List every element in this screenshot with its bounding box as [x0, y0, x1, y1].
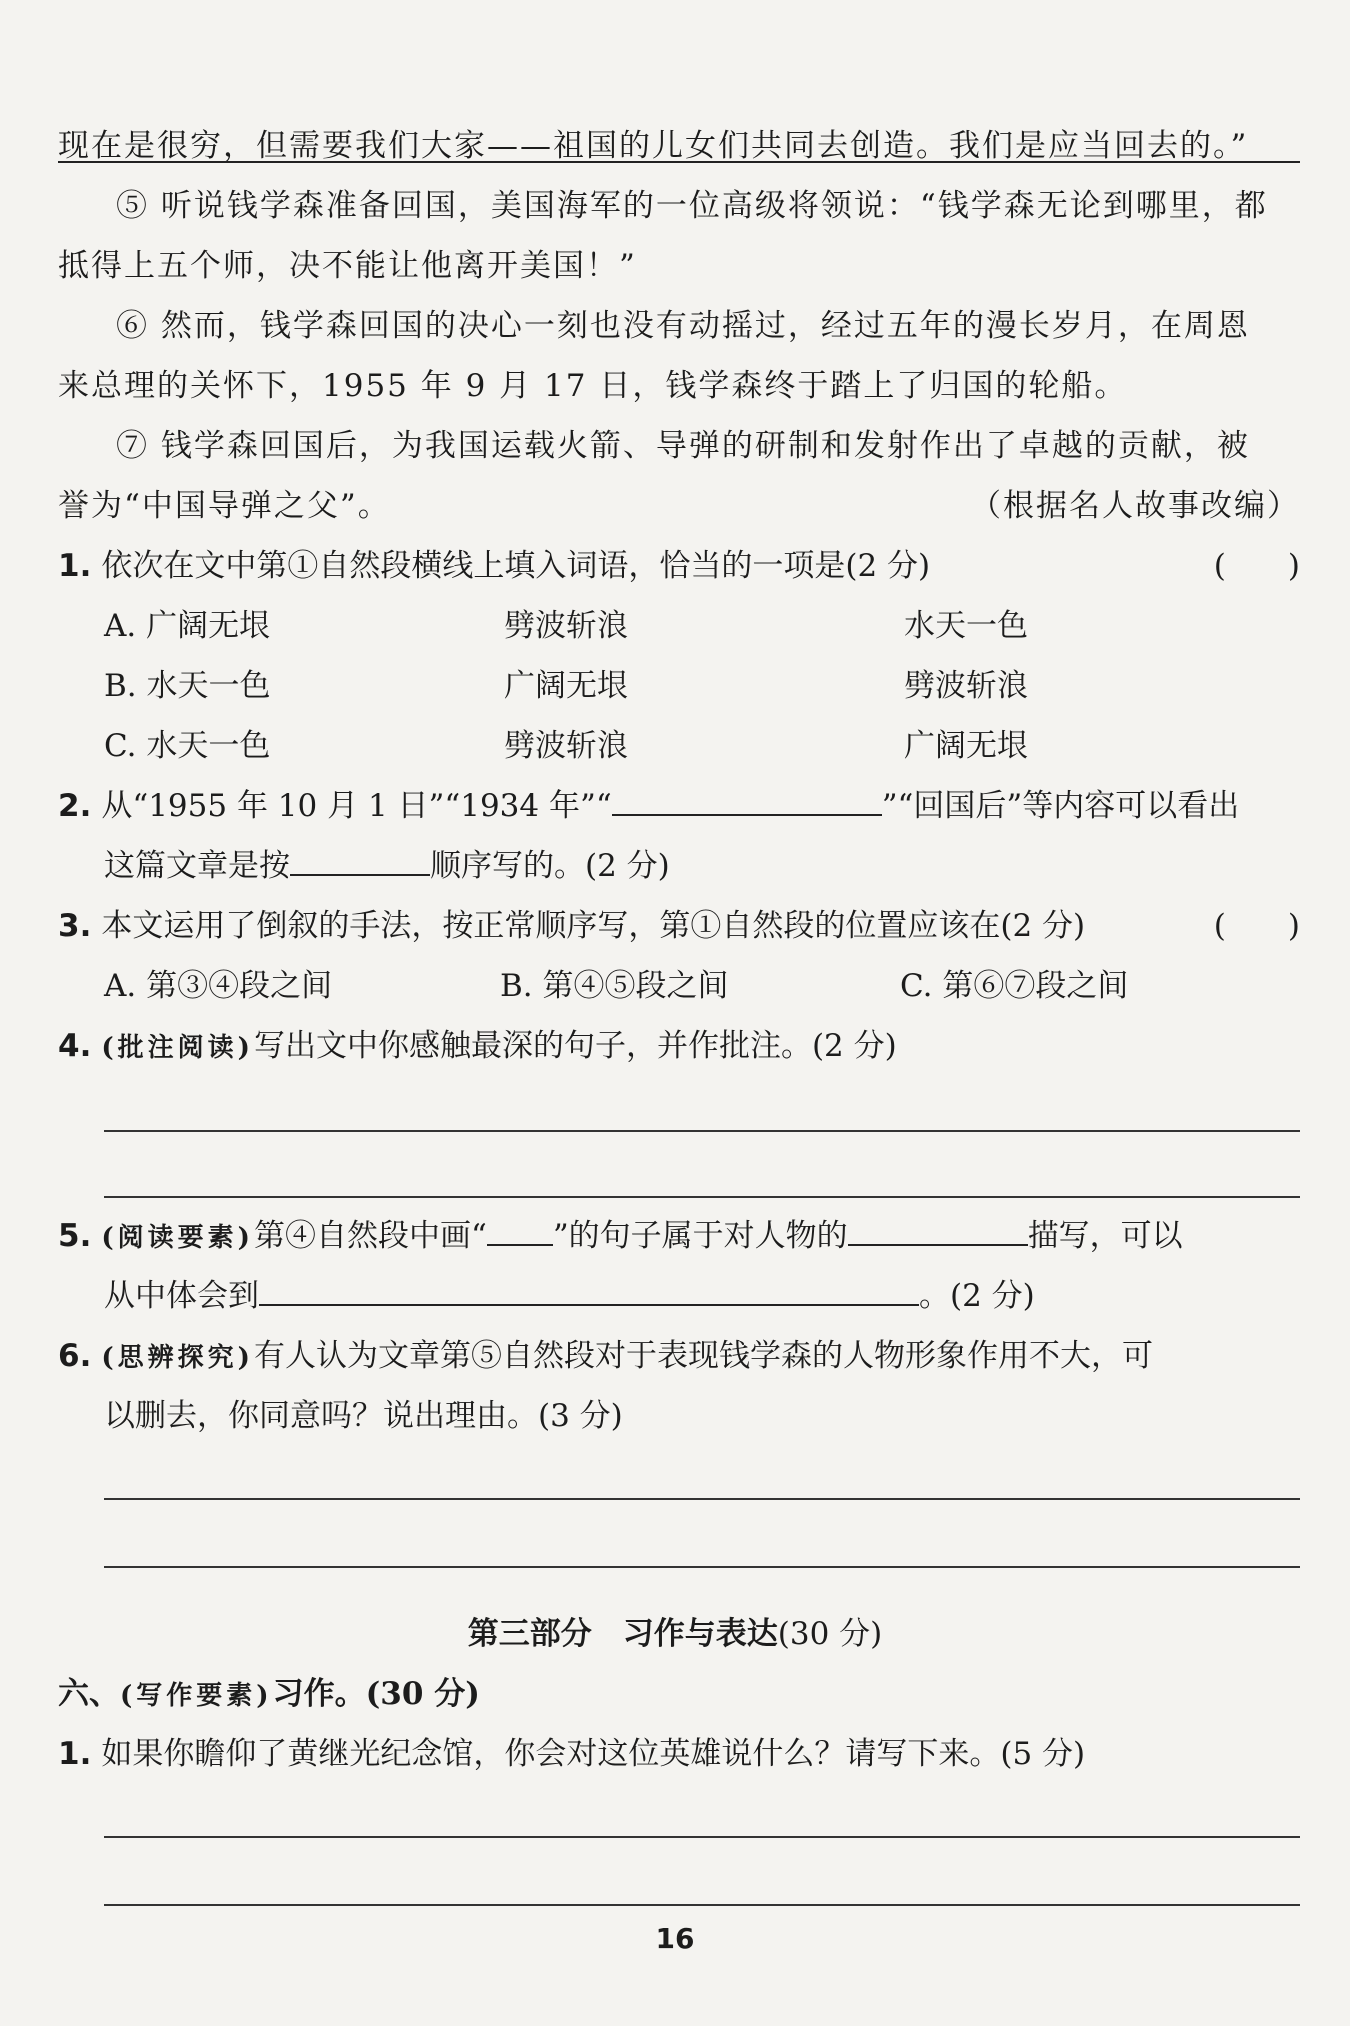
q3-option-b[interactable]: B. 第④⑤段之间: [500, 968, 729, 1004]
question-6-tag: (思辨探究): [101, 1343, 254, 1373]
question-2-text-c: 这篇文章是按: [104, 848, 290, 884]
section-6-title: 习作。(30 分): [272, 1676, 480, 1712]
option-b-3: 劈波斩浪: [904, 668, 1028, 704]
passage-p6-line1: ⑥ 然而，钱学森回国的决心一刻也没有动摇过，经过五年的漫长岁月，在周恩: [116, 308, 1250, 344]
question-5-text-d: 从中体会到: [104, 1278, 259, 1314]
passage-p7-line1: ⑦ 钱学森回国后，为我国运载火箭、导弹的研制和发射作出了卓越的贡献，被: [116, 428, 1250, 464]
passage-p6-line2: 来总理的关怀下，1955 年 9 月 17 日，钱学森终于踏上了归国的轮船。: [58, 368, 1128, 404]
question-3-answer-paren[interactable]: ( ): [1213, 908, 1300, 944]
section-6-q1-number: 1.: [58, 1736, 92, 1772]
question-2-blank-1[interactable]: [612, 784, 882, 816]
question-1-number: 1.: [58, 548, 92, 584]
section-6-question-1: [58, 1732, 1300, 1776]
question-5: [58, 1214, 1300, 1260]
section-6-heading: [58, 1672, 1300, 1718]
question-4-tag: (批注阅读): [101, 1033, 254, 1063]
passage-p7-line2-text: 誉为“中国导弹之父”。: [58, 488, 391, 524]
question-2-blank-2[interactable]: [290, 844, 430, 876]
question-6-line2: 以删去，你同意吗？说出理由。(3 分): [104, 1398, 623, 1434]
question-5-blank-1[interactable]: [487, 1214, 553, 1246]
option-b-2: 广阔无垠: [504, 668, 628, 704]
question-4-number: 4.: [58, 1028, 92, 1064]
passage-p7-line2: [58, 484, 1300, 528]
question-5-text-a: 第④自然段中画“: [253, 1218, 487, 1254]
question-2-text-a: 从“1955 年 10 月 1 日”“1934 年”“: [101, 788, 612, 824]
question-2-number: 2.: [58, 788, 92, 824]
answer-line[interactable]: [104, 1836, 1300, 1838]
passage-p5-line2: 抵得上五个师，决不能让他离开美国！”: [58, 248, 637, 284]
question-6: [58, 1334, 1300, 1380]
option-c-2: 劈波斩浪: [504, 728, 628, 764]
part3-title-text: 第三部分 习作与表达: [467, 1616, 778, 1652]
question-3-text: 本文运用了倒叙的手法，按正常顺序写，第①自然段的位置应该在(2 分): [101, 908, 1086, 944]
question-2-line2: [104, 844, 1346, 888]
question-1: [58, 544, 1300, 588]
question-5-text-e: 。(2 分): [919, 1278, 1035, 1314]
part3-title: [0, 1612, 1350, 1656]
question-5-tag: (阅读要素): [101, 1223, 254, 1253]
question-2-text-d: 顺序写的。(2 分): [430, 848, 670, 884]
question-5-blank-2[interactable]: [848, 1214, 1028, 1246]
answer-line[interactable]: [104, 1130, 1300, 1132]
question-2: [58, 784, 1300, 828]
q3-option-a[interactable]: A. 第③④段之间: [104, 968, 333, 1004]
question-4-text: 写出文中你感触最深的句子，并作批注。(2 分): [253, 1028, 897, 1064]
question-5-line2: [104, 1274, 1346, 1318]
section-6-number: 六、: [58, 1676, 120, 1712]
question-5-text-c: 描写，可以: [1027, 1218, 1183, 1254]
option-c-1[interactable]: C. 水天一色: [104, 728, 271, 764]
question-3-number: 3.: [58, 908, 92, 944]
question-6-text-l1: 有人认为文章第⑤自然段对于表现钱学森的人物形象作用不大，可: [253, 1338, 1153, 1374]
question-1-answer-paren[interactable]: ( ): [1213, 548, 1300, 584]
passage-line-top: 现在是很穷，但需要我们大家——祖国的儿女们共同去创造。我们是应当回去的。”: [58, 128, 1249, 164]
question-6-number: 6.: [58, 1338, 92, 1374]
section-6-q1-text: 如果你瞻仰了黄继光纪念馆，你会对这位英雄说什么？请写下来。(5 分): [101, 1736, 1086, 1772]
q3-option-c[interactable]: C. 第⑥⑦段之间: [900, 968, 1129, 1004]
question-3: [58, 904, 1300, 948]
passage-source: （根据名人故事改编）: [970, 488, 1300, 524]
question-5-number: 5.: [58, 1218, 92, 1254]
question-2-text-b: ”“回国后”等内容可以看出: [881, 788, 1240, 824]
answer-line[interactable]: [104, 1566, 1300, 1568]
question-5-blank-3[interactable]: [259, 1274, 919, 1306]
option-b-1[interactable]: B. 水天一色: [104, 668, 271, 704]
option-c-3: 广阔无垠: [904, 728, 1028, 764]
question-1-text: 依次在文中第①自然段横线上填入词语，恰当的一项是(2 分): [101, 548, 931, 584]
page-number: 16: [655, 1922, 695, 1955]
option-a-1[interactable]: A. 广阔无垠: [104, 608, 271, 644]
option-a-2: 劈波斩浪: [504, 608, 628, 644]
question-4: [58, 1024, 1300, 1070]
question-5-text-b: ”的句子属于对人物的: [552, 1218, 848, 1254]
option-a-3: 水天一色: [904, 608, 1028, 644]
top-rule: [58, 161, 1300, 163]
answer-line[interactable]: [104, 1196, 1300, 1198]
part3-score: (30 分): [777, 1616, 883, 1652]
passage-p5-line1: ⑤ 听说钱学森准备回国，美国海军的一位高级将领说：“钱学森无论到哪里，都: [116, 188, 1268, 224]
answer-line[interactable]: [104, 1904, 1300, 1906]
answer-line[interactable]: [104, 1498, 1300, 1500]
section-6-tag: (写作要素): [120, 1681, 273, 1711]
